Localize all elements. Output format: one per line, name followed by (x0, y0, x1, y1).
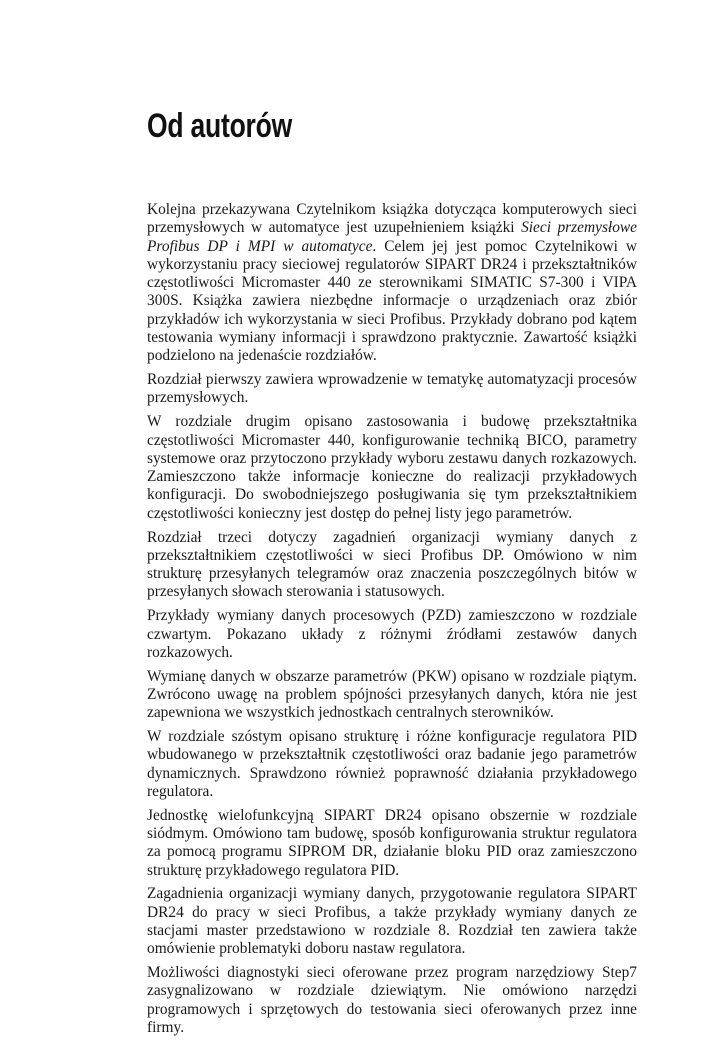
paragraph-chapter-4: Przykłady wymiany danych procesowych (PZD) zamieszczono w rozdziale czwartym. Pokazano układy z różnymi źródłami zestawów danych rozkazowych. (147, 607, 637, 661)
page-title: Od autorów (147, 107, 292, 145)
paragraph-chapter-5: Wymianę danych w obszarze parametrów (PKW) opisano w rozdziale piątym. Zwrócono uwagę na problem spójności przesyłanych danych, która nie jest zapewniona we wszystkich jednostkach centralnych sterowników. (147, 667, 637, 722)
paragraph-chapter-6: W rozdziale szóstym opisano strukturę i różne konfiguracje regulatora PID wbudowanego w przekształtnik częstotliwości oraz badanie jego parametrów dynamicznych. Sprawdzono również poprawność działania przykładowego regulatora. (147, 728, 637, 800)
paragraph-intro-after: . Celem jej jest pomoc Czytelnikowi w wykorzystaniu pracy sieciowej regulatorów SIPART DR24 i przekształtników częstotliwości Micromaster 440 ze sterownikami SIMATIC S7-300 i VIPA 300S. Książka zawiera niezbędne informacje o urządzeniach oraz zbiór przykładów ich wykorzystania w sieci Profibus. Przykłady dobrano pod kątem testowania wymiany informacji i sprawdzono praktycznie. Zawartość książki podzielono na jedenaście rozdziałów. (147, 237, 637, 365)
paragraph-chapter-9: Możliwości diagnostyki sieci oferowane przez program narzędziowy Step7 zasygnalizowano w rozdziale dziewiątym. Nie omówiono narzędzi programowych i sprzętowych do testowania sieci oferowanych przez inne firmy. (147, 964, 637, 1036)
paragraph-intro (147, 201, 637, 366)
paragraph-chapter-7: Jednostkę wielofunkcyjną SIPART DR24 opisano obszernie w rozdziale siódmym. Omówiono tam budowę, sposób konfigurowania struktur regulatora za pomocą programu SIPROM DR, działanie bloku PID oraz zamieszczono strukturę przykładowego regulatora PID. (147, 806, 637, 879)
paragraph-chapter-1: Rozdział pierwszy zawiera wprowadzenie w tematykę automatyzacji procesów przemysłowych. (147, 371, 637, 407)
book-title-citation: Sieci przemysłowe Profibus DP i MPI w automatyce (147, 219, 637, 255)
paragraph-intro-before: Kolejna przekazywana Czytelnikom książka dotycząca komputerowych sieci przemysłowych w automatyce jest uzupełnieniem książki (147, 201, 637, 237)
paragraph-chapter-8: Zagadnienia organizacji wymiany danych, przygotowanie regulatora SIPART DR24 do pracy w sieci Profibus, a także przykłady wymiany danych ze stacjami master przedstawiono w rozdziale 8. Rozdział ten zawiera także omówienie problematyki doboru nastaw regulatora. (147, 885, 637, 958)
body-text (147, 201, 637, 1043)
paragraph-chapter-2: W rozdziale drugim opisano zastosowania i budowę przekształtnika częstotliwości Micromaster 440, konfigurowanie techniką BICO, parametry systemowe oraz przytoczono przykłady wyboru zestawu danych rozkazowych. Zamieszczono także informacje konieczne do realizacji przykładowych konfiguracji. Do swobodniejszego posługiwania się tym przekształtnikiem częstotliwości konieczny jest dostęp do pełnej listy jego parametrów. (147, 413, 637, 522)
paragraph-chapter-3: Rozdział trzeci dotyczy zagadnień organizacji wymiany danych z przekształtnikiem częstotliwości w sieci Profibus DP. Omówiono w nim strukturę przesyłanych telegramów oraz znaczenia poszczególnych bitów w przesyłanych słowach sterowania i statusowych. (147, 528, 637, 601)
